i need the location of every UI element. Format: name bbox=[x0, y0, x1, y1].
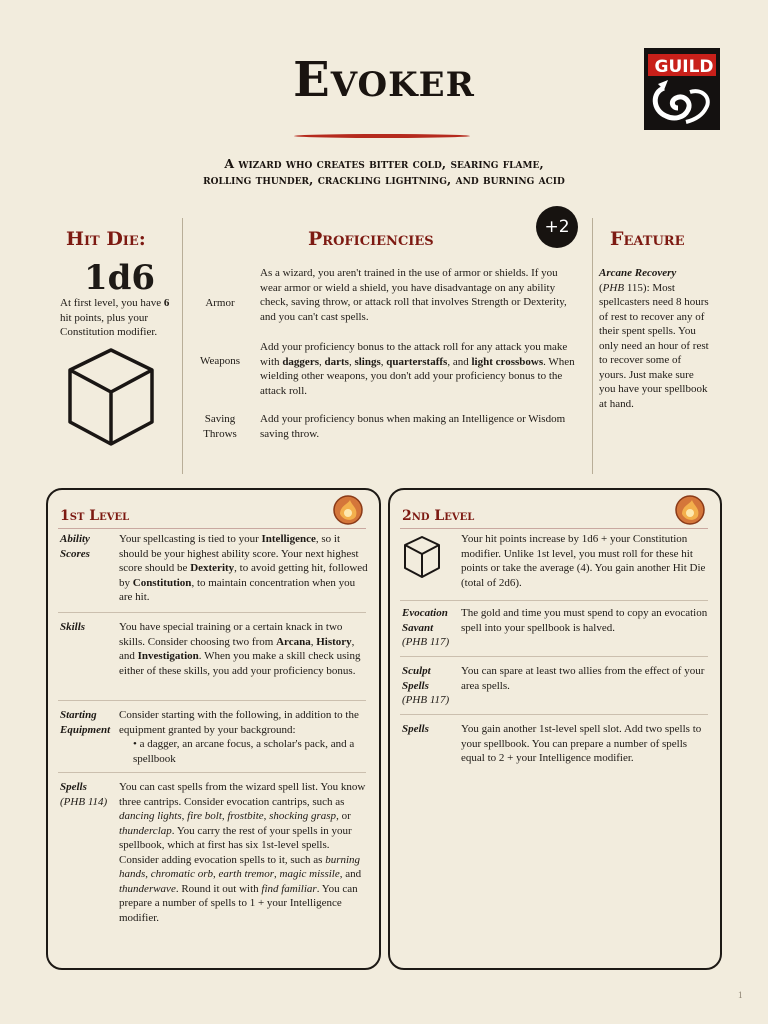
level-2-title: 2nd Level bbox=[402, 508, 475, 524]
feature-heading: Feature bbox=[610, 228, 685, 250]
armor-label: Armor bbox=[205, 297, 235, 309]
saving-throws-label: Saving Throws bbox=[203, 413, 237, 440]
page-number: 1 bbox=[738, 990, 743, 1000]
hit-die-heading: Hit Die: bbox=[66, 228, 146, 250]
skills-text: You have special training or a certain knack in two skills. Consider choosing two from Arcana, History, and Investigation. When you make a skill check using either of these skills, you add your proficiency bonus. bbox=[119, 621, 361, 677]
arcane-recovery-text: Arcane Recovery (PHB 115): Most spellcasters need 8 hours of rest to recover any of their spent spells. You only need an hour of rest to recover some of yours. Just make sure you have your spellbook at hand. bbox=[599, 267, 709, 410]
row-divider bbox=[400, 600, 708, 601]
spells-label: Spells (PHB 114) bbox=[60, 781, 108, 808]
subtitle bbox=[0, 156, 768, 188]
flame-emblem-icon bbox=[674, 494, 706, 526]
ability-scores-text: Your spellcasting is tied to your Intelligence, so it should be your highest ability score. Your next highest score should be Dexterity, to avoid getting hit, followed by Constitution, to maintain concentration when you are hit. bbox=[119, 533, 368, 603]
level-1-title-rule bbox=[58, 528, 366, 529]
title-divider bbox=[294, 134, 470, 138]
weapons-label: Weapons bbox=[199, 355, 241, 367]
hit-points-text: Your hit points increase by 1d6 + your Constitution modifier. Unlike 1st level, you must roll for these hit points or take the average (4). You gain another Hit Die (total of 2d6). bbox=[461, 533, 706, 589]
sculpt-spells-text: You can spare at least two allies from the effect of your area spells. bbox=[461, 665, 705, 692]
row-divider bbox=[58, 700, 366, 701]
level-1-title: 1st Level bbox=[60, 508, 130, 524]
row-divider bbox=[58, 612, 366, 613]
guild-logo-icon bbox=[644, 48, 720, 130]
spells-text: You can cast spells from the wizard spell list. You know three cantrips. Consider evocation cantrips, such as dancing lights, fire bolt, frostbite, shocking grasp, or thunderclap. You carry the rest of your spells in your spellbook, which at first has six 1st-level spells. Consider adding evocation spells to it, such as burning hands, chromatic orb, earth tremor, magic missile, and thunderwave. Round it out with find familiar. You can prepare a number of spells to 1 + your Intelligence modifier. bbox=[119, 781, 366, 924]
row-divider bbox=[58, 772, 366, 773]
logo-text: GUILD bbox=[654, 57, 714, 77]
column-divider-right bbox=[592, 218, 593, 474]
proficiencies-heading: Proficiencies bbox=[308, 228, 434, 250]
starting-equipment-text: Consider starting with the following, in addition to the equipment granted by your background: • a dagger, an arcane focus, a scholar's pack, and a spellbook bbox=[119, 708, 369, 766]
skills-label: Skills bbox=[60, 621, 86, 633]
level-2-spells-text: You gain another 1st-level spell slot. Add two spells to your spellbook. You can prepare a number of spells equal to 2 + your Intelligence modifier. bbox=[461, 723, 702, 764]
evocation-savant-text: The gold and time you must spend to copy an evocation spell into your spellbook is halved. bbox=[461, 607, 708, 634]
cube-icon bbox=[402, 534, 442, 580]
armor-text: As a wizard, you aren't trained in the use of armor or shields. If you wear armor or wield a shield, you have disadvantage on any ability check, saving throw, or attack roll that involves Strength or Dexterity, and you can't cast spells. bbox=[260, 267, 567, 323]
proficiency-bonus-badge: +2 bbox=[536, 206, 578, 248]
subtitle-line-2: rolling thunder, crackling lightning, and burning acid bbox=[203, 172, 565, 187]
level-2-title-rule bbox=[400, 528, 708, 529]
cube-icon bbox=[66, 346, 156, 448]
flame-emblem-icon bbox=[332, 494, 364, 526]
row-divider bbox=[400, 656, 708, 657]
column-divider-left bbox=[182, 218, 183, 474]
subtitle-line-1: A wizard who creates bitter cold, searing flame, bbox=[224, 156, 544, 171]
hit-die-text: At first level, you have 6 hit points, plus your Constitution modifier. bbox=[60, 297, 170, 338]
equipment-bullet: • a dagger, an arcane focus, a scholar's pack, and a spellbook bbox=[133, 738, 355, 765]
level-2-spells-label: Spells bbox=[402, 723, 429, 735]
sculpt-spells-label: Sculpt Spells (PHB 117) bbox=[402, 665, 450, 706]
row-divider bbox=[400, 714, 708, 715]
starting-equipment-label: Starting Equipment bbox=[60, 709, 111, 736]
ability-scores-label: Ability Scores bbox=[60, 533, 90, 560]
hit-die-value: 1d6 bbox=[84, 258, 156, 298]
weapons-text: Add your proficiency bonus to the attack roll for any attack you make with daggers, darts, slings, quarterstaffs, and light crossbows. When wielding other weapons, you don't add your proficiency bonus to the attack roll. bbox=[260, 341, 575, 397]
evocation-savant-label: Evocation Savant (PHB 117) bbox=[402, 607, 450, 648]
saving-throws-text: Add your proficiency bonus when making an Intelligence or Wisdom saving throw. bbox=[260, 413, 566, 440]
page-title: Evoker bbox=[293, 52, 475, 108]
